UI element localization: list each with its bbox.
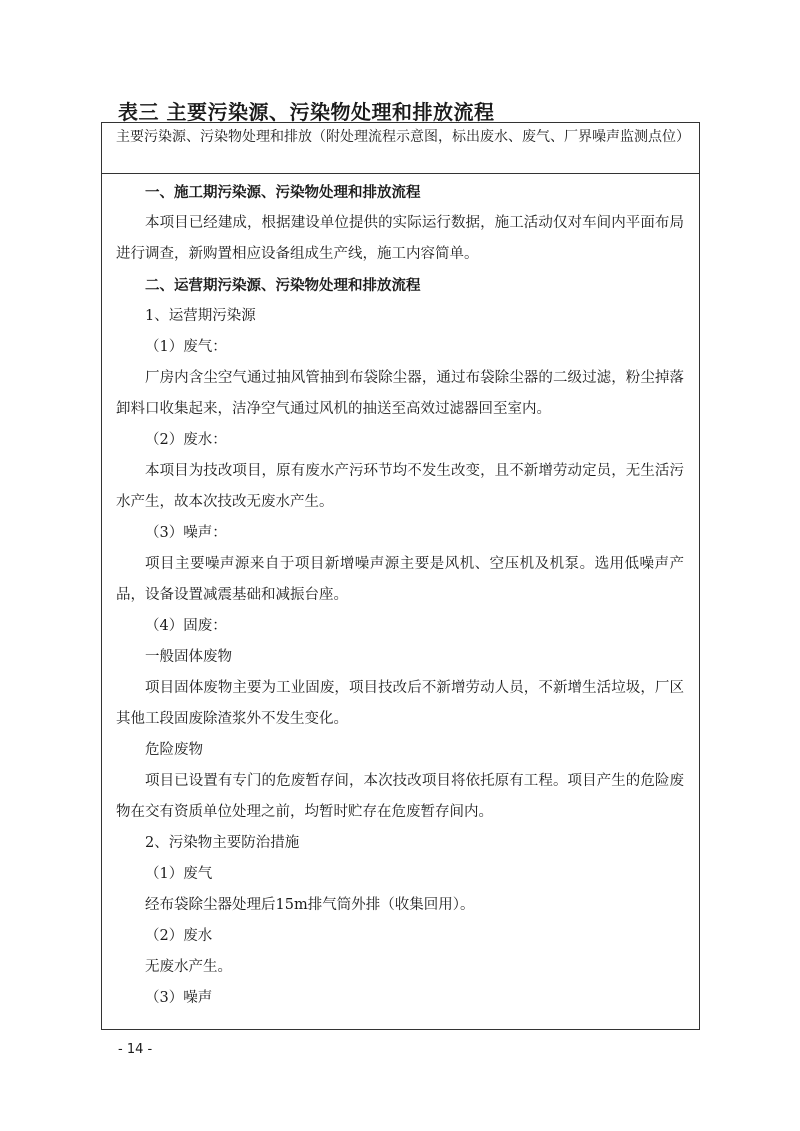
section-heading-construction: 一、施工期污染源、污染物处理和排放流程	[145, 184, 421, 201]
item-waste-water: （2）废水：	[145, 432, 227, 448]
paragraph-waste-water: 本项目为技改项目，原有废水产污环节均不发生改变，且不新增劳动定员，无生活污水产生，故本次技改无废水产生。	[116, 463, 684, 510]
subheading-control-measures: 2、污染物主要防治措施	[145, 835, 300, 851]
table-header-row	[102, 123, 699, 174]
table-frame	[101, 122, 700, 1030]
item-measure-noise: （3）噪声	[145, 990, 213, 1006]
page-title: 表三 主要污染源、污染物处理和排放流程	[118, 100, 495, 124]
paragraph-construction: 本项目已经建成，根据建设单位提供的实际运行数据，施工活动仅对车间内平面布局进行调查，新购置相应设备组成生产线，施工内容简单。	[116, 215, 684, 262]
item-measure-waste-water: （2）废水	[145, 928, 213, 944]
item-solid-waste: （4）固废：	[145, 618, 227, 634]
paragraph-waste-gas: 厂房内含尘空气通过抽风管抽到布袋除尘器，通过布袋除尘器的二级过滤，粉尘掉落卸料口收集起来，洁净空气通过风机的抽送至高效过滤器回至室内。	[116, 370, 684, 417]
subheading-general-solid-waste: 一般固体废物	[145, 649, 232, 665]
paragraph-hazardous-waste: 项目已设置有专门的危废暂存间，本次技改项目将依托原有工程。项目产生的危险废物在交有资质单位处理之前，均暂时贮存在危废暂存间内。	[116, 773, 684, 820]
paragraph-general-solid-waste: 项目固体废物主要为工业固废，项目技改后不新增劳动人员，不新增生活垃圾，厂区其他工段固废除渣浆外不发生变化。	[116, 680, 684, 727]
item-measure-waste-gas: （1）废气	[145, 866, 213, 882]
subheading-hazardous-waste: 危险废物	[145, 742, 203, 758]
item-waste-gas: （1）废气：	[145, 339, 227, 355]
paragraph-measure-waste-water: 无废水产生。	[145, 959, 232, 975]
section-heading-operation: 二、运营期污染源、污染物处理和排放流程	[145, 277, 421, 294]
table-header-text: 主要污染源、污染物处理和排放（附处理流程示意图，标出废水、废气、厂界噪声监测点位）	[116, 129, 690, 145]
item-noise: （3）噪声：	[145, 525, 227, 541]
page-number: - 14 -	[118, 1042, 153, 1057]
subheading-pollution-sources: 1、运营期污染源	[145, 308, 256, 324]
paragraph-noise: 项目主要噪声源来自于项目新增噪声源主要是风机、空压机及机泵。选用低噪声产品，设备设置减震基础和减振台座。	[116, 556, 684, 603]
paragraph-measure-waste-gas: 经布袋除尘器处理后15m排气筒外排（收集回用）。	[145, 897, 475, 913]
